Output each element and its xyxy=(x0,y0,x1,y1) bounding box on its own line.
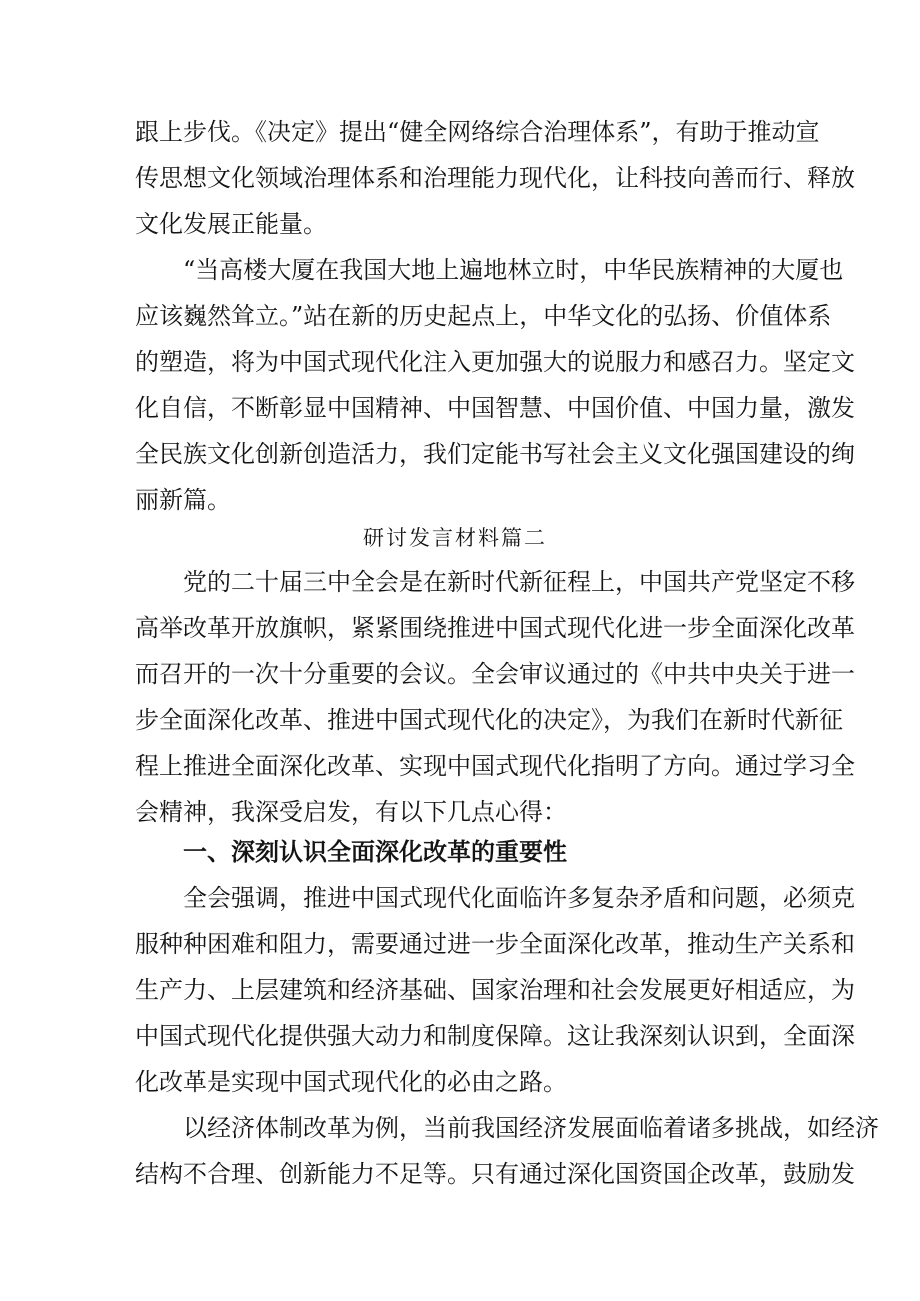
paragraph-2-line-2: 应该巍然耸立。”站在新的历史起点上，中华文化的弘扬、价值体系 xyxy=(135,302,832,330)
paragraph-4-line-3: 生产力、上层建筑和经济基础、国家治理和社会发展更好相适应，为 xyxy=(135,976,855,1004)
paragraph-5-line-2: 结构不合理、创新能力不足等。只有通过深化国资国企改革，鼓励发 xyxy=(135,1160,855,1188)
paragraph-2-line-3: 的塑造，将为中国式现代化注入更加强大的说服力和感召力。坚定文 xyxy=(135,348,855,376)
paragraph-4-line-5: 化改革是实现中国式现代化的必由之路。 xyxy=(135,1068,567,1096)
paragraph-3-line-4: 步全面深化改革、推进中国式现代化的决定》，为我们在新时代新征 xyxy=(135,706,843,734)
subheading: 一、深刻认识全面深化改革的重要性 xyxy=(183,838,567,866)
paragraph-1-line-3: 文化发展正能量。 xyxy=(135,210,327,238)
section-title: 研讨发言材料篇二 xyxy=(363,526,547,550)
paragraph-3-line-6: 会精神，我深受启发，有以下几点心得： xyxy=(135,798,567,826)
paragraph-1-line-1: 跟上步伐。《决定》提出“健全网络综合治理体系”，有助于推动宣 xyxy=(135,118,820,146)
paragraph-2-line-5: 全民族文化创新创造活力，我们定能书写社会主义文化强国建设的绚 xyxy=(135,440,855,468)
paragraph-4-line-2: 服种种困难和阻力，需要通过进一步全面深化改革，推动生产关系和 xyxy=(135,930,855,958)
paragraph-2-line-1: “当高楼大厦在我国大地上遍地林立时，中华民族精神的大厦也 xyxy=(183,256,844,284)
paragraph-3-line-1: 党的二十届三中全会是在新时代新征程上，中国共产党坚定不移 xyxy=(183,568,855,596)
paragraph-5-line-1: 以经济体制改革为例，当前我国经济发展面临着诸多挑战，如经济 xyxy=(183,1114,879,1142)
paragraph-3-line-3: 而召开的一次十分重要的会议。全会审议通过的《中共中央关于进一 xyxy=(135,660,855,688)
paragraph-3-line-5: 程上推进全面深化改革、实现中国式现代化指明了方向。通过学习全 xyxy=(135,752,855,780)
paragraph-4-line-4: 中国式现代化提供强大动力和制度保障。这让我深刻认识到，全面深 xyxy=(135,1022,855,1050)
paragraph-1-line-2: 传思想文化领域治理体系和治理能力现代化，让科技向善而行、释放 xyxy=(135,164,855,192)
paragraph-2-line-6: 丽新篇。 xyxy=(135,486,231,514)
paragraph-2-line-4: 化自信，不断彰显中国精神、中国智慧、中国价值、中国力量，激发 xyxy=(135,394,855,422)
paragraph-4-line-1: 全会强调，推进中国式现代化面临许多复杂矛盾和问题，必须克 xyxy=(183,884,855,912)
paragraph-3-line-2: 高举改革开放旗帜，紧紧围绕推进中国式现代化进一步全面深化改革 xyxy=(135,614,855,642)
